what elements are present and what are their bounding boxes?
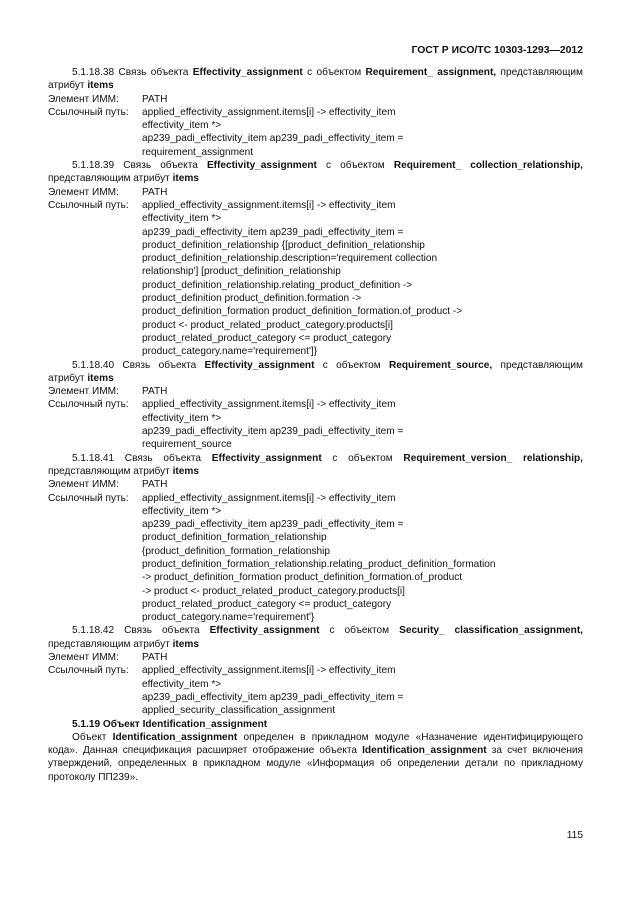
mapping-value <box>142 186 583 199</box>
mapping-line: product_definition_relationship.description='requirement collection <box>142 253 438 265</box>
mapping-value <box>142 106 583 159</box>
section-paragraph <box>48 452 583 479</box>
mapping-line: effectivity_item *> <box>142 412 222 424</box>
text-run: 5.1.18.42 Связь объекта <box>72 625 210 637</box>
text-run: items <box>172 465 199 477</box>
mapping-line: requirement_assignment <box>142 146 254 158</box>
section-paragraph <box>48 66 583 93</box>
mapping-label: Ссылочный путь: <box>48 492 129 504</box>
text-run: Requirement_version_ relationship, <box>403 452 583 464</box>
mapping-row <box>48 664 583 717</box>
text-run: 5.1.19 Объект Identification_assignment <box>72 718 268 730</box>
text-run: представляющим атрибут <box>48 638 173 650</box>
text-run: определен в прикладном модуле «Назначение идентифицирующего кода». Данная спецификация расширяет отображение объекта <box>48 731 583 757</box>
text-run: с объектом <box>302 67 366 78</box>
mapping-line: ap239_padi_effectivity_item ap239_padi_effectivity_item = <box>142 133 404 145</box>
text-run: представляющим атрибут <box>48 359 583 384</box>
mapping-label: Элемент ИММ: <box>48 652 119 664</box>
mapping-label: Элемент ИММ: <box>48 93 119 105</box>
section-paragraph <box>48 718 583 731</box>
mapping-line: ap239_padi_effectivity_item ap239_padi_effectivity_item = <box>142 519 404 531</box>
mapping-line: product_definition_relationship.relating_product_definition -> <box>142 279 413 291</box>
text-run: Identification_assignment <box>362 745 487 757</box>
mapping-line: PATH <box>142 386 168 398</box>
mapping-row <box>48 398 583 451</box>
mapping-line: applied_effectivity_assignment.items[i] -> effectivity_item <box>142 665 396 677</box>
text-run: Requirement_ collection_relationship, <box>393 160 583 172</box>
mapping-line: PATH <box>142 93 168 105</box>
text-run: Effectivity_assignment <box>206 160 317 172</box>
mapping-row <box>48 651 583 664</box>
text-run: Effectivity_assignment <box>209 625 320 637</box>
mapping-label: Ссылочный путь: <box>48 399 129 411</box>
text-run: представляющим атрибут <box>48 465 173 477</box>
mapping-line: product_category.name='requirement'} <box>142 612 315 624</box>
mapping-line: product_category.name='requirement']} <box>142 346 318 358</box>
mapping-line: product_related_product_category <= product_category <box>142 598 392 610</box>
text-run: Requirement_source, <box>388 359 493 371</box>
text-run: items <box>172 173 199 185</box>
mapping-value <box>142 93 583 106</box>
text-run: Effectivity_assignment <box>192 67 303 78</box>
mapping-line: applied_effectivity_assignment.items[i] -> effectivity_item <box>142 492 396 504</box>
text-run: Объект <box>72 731 113 743</box>
mapping-row <box>48 186 583 199</box>
section-paragraph <box>48 159 583 186</box>
mapping-line: PATH <box>142 652 168 664</box>
mapping-line: applied_effectivity_assignment.items[i] -> effectivity_item <box>142 199 396 211</box>
mapping-label: Элемент ИММ: <box>48 186 119 198</box>
text-run: items <box>87 80 114 92</box>
text-run: items <box>87 372 114 384</box>
text-run: Identification_assignment <box>112 731 238 743</box>
mapping-line: applied_security_classification_assignment <box>142 705 336 717</box>
mapping-line: product_definition_formation_relationship.relating_product_definition_formation <box>142 558 496 570</box>
mapping-line: effectivity_item *> <box>142 120 222 132</box>
mapping-value <box>142 199 583 359</box>
document-header: ГОСТ Р ИСО/ТС 10303-1293—2012 <box>411 45 583 56</box>
mapping-row <box>48 385 583 398</box>
mapping-line: requirement_source <box>142 439 232 451</box>
mapping-line: -> product <- product_related_product_category.products[i] <box>142 585 405 597</box>
mapping-line: -> product_definition_formation product_definition_formation.of_product <box>142 572 463 584</box>
mapping-label: Ссылочный путь: <box>48 106 129 118</box>
mapping-line: PATH <box>142 186 168 198</box>
text-run: 5.1.18.39 Связь объекта <box>72 160 207 172</box>
mapping-row <box>48 106 583 159</box>
mapping-row <box>48 93 583 106</box>
text-run: с объектом <box>316 160 394 172</box>
text-run: items <box>172 638 199 650</box>
text-run: представляющим атрибут <box>48 173 173 185</box>
text-run: Effectivity_assignment <box>204 359 315 371</box>
mapping-value <box>142 398 583 451</box>
mapping-line: product_definition_relationship {[product_definition_relationship <box>142 239 425 251</box>
mapping-line: product_definition_formation product_definition_formation.of_product -> <box>142 306 463 318</box>
mapping-label: Элемент ИММ: <box>48 479 119 491</box>
mapping-line: applied_effectivity_assignment.items[i] -> effectivity_item <box>142 399 396 411</box>
mapping-line: product_related_product_category <= product_category <box>142 332 392 344</box>
mapping-label: Ссылочный путь: <box>48 665 129 677</box>
mapping-value <box>142 385 583 398</box>
mapping-value <box>142 492 583 625</box>
text-run: за счет включения утверждений, определенных в прикладном модуле «Информация об определении детали по прикладному протоколу ПП239». <box>48 745 584 783</box>
text-run: 5.1.18.41 Связь объекта <box>72 452 212 464</box>
mapping-value <box>142 478 583 491</box>
mapping-line: effectivity_item *> <box>142 678 222 690</box>
mapping-line: effectivity_item *> <box>142 213 222 225</box>
text-run: с объектом <box>314 359 389 371</box>
mapping-line: PATH <box>142 479 168 491</box>
mapping-row <box>48 478 583 491</box>
mapping-line: ap239_padi_effectivity_item ap239_padi_effectivity_item = <box>142 691 404 703</box>
text-run: 5.1.18.38 Связь объекта <box>72 67 193 78</box>
mapping-label: Ссылочный путь: <box>48 199 129 211</box>
text-run: Effectivity_assignment <box>211 452 322 464</box>
mapping-label: Элемент ИММ: <box>48 386 119 398</box>
text-run: с объектом <box>321 452 404 464</box>
text-run: представляющим атрибут <box>48 67 583 92</box>
text-run: Requirement_ assignment, <box>365 67 497 78</box>
text-run: с объектом <box>319 625 400 637</box>
mapping-value <box>142 651 583 664</box>
mapping-line: ap239_padi_effectivity_item ap239_padi_effectivity_item = <box>142 426 404 438</box>
document-body <box>48 66 583 784</box>
mapping-line: product <- product_related_product_category.products[i] <box>142 319 393 331</box>
mapping-line: ap239_padi_effectivity_item ap239_padi_effectivity_item = <box>142 226 404 238</box>
mapping-value <box>142 664 583 717</box>
mapping-line: product_definition product_definition.formation -> <box>142 293 362 305</box>
mapping-row <box>48 492 583 625</box>
section-paragraph <box>48 624 583 651</box>
page-number: 115 <box>566 830 583 841</box>
mapping-line: {product_definition_formation_relationship <box>142 545 330 557</box>
text-run: 5.1.18.40 Связь объекта <box>72 359 205 371</box>
mapping-line: relationship'] [product_definition_relationship <box>142 266 341 278</box>
mapping-line: applied_effectivity_assignment.items[i] -> effectivity_item <box>142 106 396 118</box>
section-paragraph <box>48 359 583 386</box>
mapping-line: product_definition_formation_relationship <box>142 532 327 544</box>
section-paragraph <box>48 731 583 784</box>
mapping-line: effectivity_item *> <box>142 505 222 517</box>
document-page <box>48 44 583 784</box>
mapping-row <box>48 199 583 359</box>
text-run: Security_ classification_assignment, <box>399 625 583 637</box>
